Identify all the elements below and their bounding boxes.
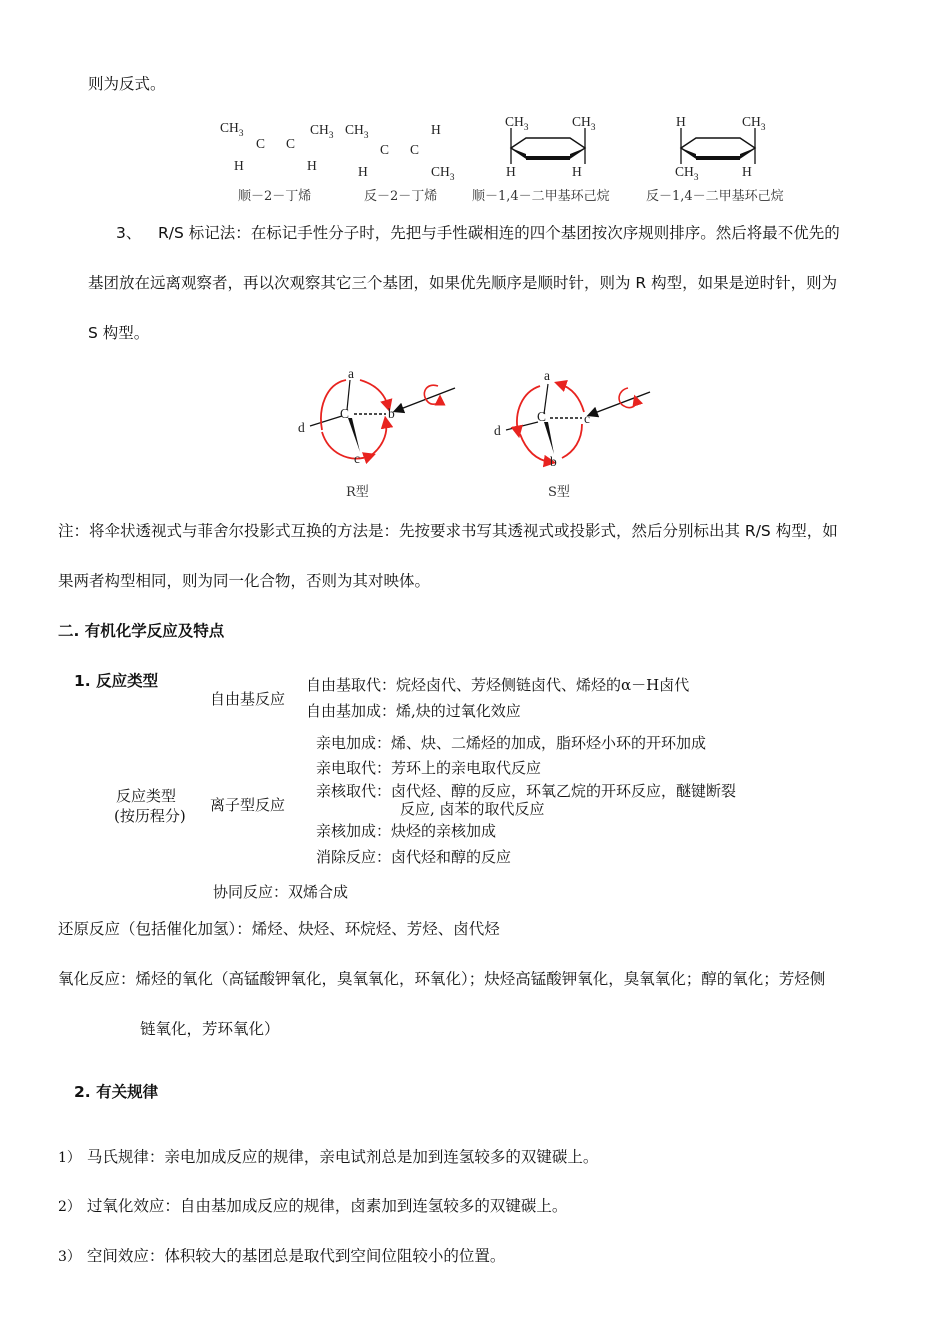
rule-number: 2） <box>58 1199 81 1215</box>
ch3-label: CH <box>431 164 450 179</box>
rs-paragraph-line3: S 构型。 <box>88 324 150 342</box>
h-label: H <box>506 164 516 179</box>
nucleophilic-substitution: 亲核取代：卤代烃、醇的反应，环氧乙烷的开环反应，醚键断裂 <box>316 782 737 800</box>
free-radical-addition: 自由基加成：烯,炔的过氧化效应 <box>306 702 521 720</box>
elimination-reaction: 消除反应：卤代烃和醇的反应 <box>316 848 512 866</box>
subsection-rules-title: 2. 有关规律 <box>74 1083 159 1101</box>
c-label: C <box>256 136 266 151</box>
rule-number: 3） <box>58 1249 81 1265</box>
cis-2-butene-caption: 顺－2－丁烯 <box>238 189 312 204</box>
s-substituent-b: b <box>550 454 557 469</box>
s-configuration-label: S型 <box>548 485 570 500</box>
c-label: C <box>286 136 296 151</box>
free-radical-reaction: 自由基反应 <box>210 690 286 708</box>
h-label: H <box>676 114 686 129</box>
rs-section-number: 3、 <box>116 224 142 242</box>
ch3-label: CH <box>572 114 591 129</box>
trans-dimethylcyclohexane-caption: 反－1,4－二甲基环己烷 <box>646 189 784 204</box>
list-item <box>58 1194 567 1216</box>
electrophilic-substitution: 亲电取代：芳环上的亲电取代反应 <box>316 759 542 777</box>
s-chiral-carbon: C <box>537 409 547 424</box>
s-configuration-drawing <box>488 366 688 506</box>
rule-number: 1） <box>58 1150 81 1166</box>
r-substituent-d: d <box>298 420 305 435</box>
note-line1: 注：将伞状透视式与菲舍尔投影式互换的方法是：先按要求书写其透视式或投影式，然后分别标出其 R/S 构型，如 <box>58 522 838 540</box>
cyclohexane-chair-icon <box>508 136 588 166</box>
r-chiral-carbon: C <box>340 406 350 421</box>
r-substituent-a: a <box>348 366 354 381</box>
subsection-reaction-types-title: 1. 反应类型 <box>74 672 159 690</box>
h-label: H <box>431 122 441 137</box>
free-radical-substitution: 自由基取代：烷烃卤代、芳烃侧链卤代、烯烃的α－H卤代 <box>306 676 690 694</box>
c-label: C <box>410 142 420 157</box>
note-line2: 果两者构型相同，则为同一化合物，否则为其对映体。 <box>58 572 431 590</box>
nucleophilic-addition: 亲核加成：炔烃的亲核加成 <box>316 822 497 840</box>
reduction-reactions: 还原反应（包括催化加氢）：烯烃、炔烃、环烷烃、芳烃、卤代烃 <box>58 920 500 938</box>
ch3-label: CH <box>310 122 329 137</box>
h-label: H <box>572 164 582 179</box>
h-label: H <box>358 164 368 179</box>
reaction-type-root-subtitle: (按历程分) <box>114 807 186 825</box>
reaction-type-root: 反应类型 <box>116 787 177 805</box>
c-label: C <box>380 142 390 157</box>
concerted-reaction: 协同反应：双烯合成 <box>213 883 349 901</box>
ch3-label: CH <box>505 114 524 129</box>
s-substituent-d: d <box>494 423 501 438</box>
list-item <box>58 1145 598 1167</box>
rs-paragraph-line2: 基团放在远离观察者，再以次观察其它三个基团，如果优先顺序是顺时针，则为 R 构型，如果是逆时针，则为 <box>88 274 838 292</box>
ch3-label: CH <box>220 120 239 135</box>
r-substituent-b: b <box>388 406 395 421</box>
ch3-label: CH <box>742 114 761 129</box>
s-substituent-c: c <box>584 411 590 426</box>
ch3-label: CH <box>345 122 364 137</box>
list-item <box>58 1244 505 1266</box>
nucleophilic-substitution-continued: 反应, 卤苯的取代反应 <box>400 800 545 818</box>
ch3-label: CH <box>675 164 694 179</box>
h-label: H <box>234 158 244 173</box>
r-configuration-drawing <box>290 360 490 500</box>
r-substituent-c: c <box>354 451 360 466</box>
h-label: H <box>307 158 317 173</box>
oxidation-reactions-line2: 链氧化，芳环氧化） <box>140 1020 280 1038</box>
cyclohexane-chair-icon <box>678 136 758 166</box>
r-configuration-label: R型 <box>346 485 369 500</box>
rs-paragraph-line1: R/S 标记法：在标记手性分子时，先把与手性碳相连的四个基团按次序规则排序。然后将最不优先的 <box>158 224 840 242</box>
h-label: H <box>742 164 752 179</box>
rule-text: 空间效应：体积较大的基团总是取代到空间位阻较小的位置。 <box>86 1247 506 1265</box>
rule-text: 马氏规律：亲电加成反应的规律，亲电试剂总是加到连氢较多的双键碳上。 <box>86 1148 599 1166</box>
trans-2-butene-caption: 反－2－丁烯 <box>364 189 438 204</box>
rule-text: 过氧化效应：自由基加成反应的规律，卤素加到连氢较多的双键碳上。 <box>86 1197 568 1215</box>
s-substituent-a: a <box>544 368 550 383</box>
ionic-reaction: 离子型反应 <box>210 796 286 814</box>
electrophilic-addition: 亲电加成：烯、炔、二烯烃的加成，脂环烃小环的开环加成 <box>316 734 707 752</box>
cis-dimethylcyclohexane-caption: 顺－1,4－二甲基环己烷 <box>472 189 610 204</box>
intro-line: 则为反式。 <box>88 75 166 93</box>
oxidation-reactions-line1: 氧化反应：烯烃的氧化（高锰酸钾氧化，臭氧氧化，环氧化）；炔烃高锰酸钾氧化，臭氧氧化；醇的氧化；芳烃侧 <box>58 970 826 988</box>
section-2-title: 二. 有机化学反应及特点 <box>58 622 225 640</box>
